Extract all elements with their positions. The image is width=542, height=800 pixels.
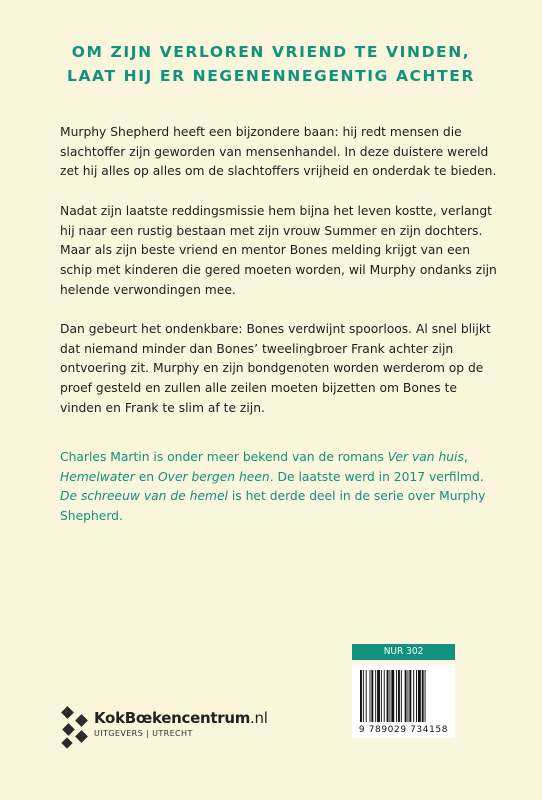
barcode-bar bbox=[416, 670, 417, 722]
barcode-bars bbox=[360, 670, 447, 722]
author-bio bbox=[60, 448, 500, 527]
publisher-logo bbox=[60, 705, 280, 751]
barcode-bar bbox=[375, 670, 376, 722]
author-bio-text: is het derde deel in de serie over Murphy Shepherd. bbox=[60, 489, 486, 524]
blurb-paragraph-2: Nadat zijn laatste reddingsmissie hem bijna het leven kostte, verlangt hij naar een rustig bestaan met zijn vrouw Summer en zijn dochters. Maar als zijn beste vriend en mentor Bones melding krijgt van een schip met kinderen die gered moeten worden, wil Murphy ondanks zijn helende verwondingen mee. bbox=[60, 203, 497, 297]
isbn-number: 9 789029 734158 bbox=[358, 725, 449, 735]
tagline-line-2: LAAT HIJ ER NEGENENNEGENTIG ACHTER bbox=[66, 67, 475, 85]
author-bio-text: . De laatste werd in 2017 verfilmd. bbox=[269, 469, 484, 484]
publisher-name bbox=[94, 709, 268, 727]
tagline-line-1: OM ZIJN VERLOREN VRIEND TE VINDEN, bbox=[71, 43, 471, 61]
book-title: Hemelwater bbox=[60, 469, 135, 484]
barcode-bar bbox=[381, 670, 382, 722]
author-bio-text: , bbox=[463, 450, 468, 464]
barcode-bar bbox=[363, 670, 364, 722]
barcode-bar bbox=[389, 670, 390, 722]
book-title: Ver van huis bbox=[387, 450, 464, 464]
barcode-bar bbox=[409, 670, 411, 722]
barcode-bar bbox=[401, 670, 402, 722]
tagline bbox=[30, 40, 512, 88]
barcode-bar bbox=[377, 670, 380, 722]
barcode-bar bbox=[418, 670, 421, 722]
nur-label: NUR 302 bbox=[352, 644, 455, 660]
blurb-paragraph-1: Murphy Shepherd heeft een bijzondere baan: hij redt mensen die slachtoffer zijn geworden van mensenhandel. In deze duistere wereld zet hij alles op alles om de slachtoffers vrijheid en onderdak te bieden. bbox=[60, 125, 497, 179]
publisher-name-tld: .nl bbox=[250, 709, 268, 727]
barcode-bar bbox=[422, 670, 424, 722]
author-bio-text: Charles Martin is onder meer bekend van de romans bbox=[60, 450, 388, 464]
barcode-bar bbox=[425, 670, 426, 722]
book-title: De schreeuw van de hemel bbox=[60, 489, 228, 504]
barcode-bar bbox=[405, 670, 407, 722]
barcode-bar bbox=[371, 670, 373, 722]
barcode-bar bbox=[360, 670, 362, 722]
barcode-bar bbox=[384, 670, 385, 722]
barcode-bar bbox=[398, 670, 400, 722]
barcode-bar bbox=[391, 670, 394, 722]
publisher-name-main: KokBœkencentrum bbox=[94, 709, 251, 727]
barcode-bar bbox=[396, 670, 397, 722]
barcode-bar bbox=[408, 670, 409, 722]
barcode-bar bbox=[387, 670, 389, 722]
barcode-bar bbox=[413, 670, 414, 722]
book-title: Over bergen heen bbox=[158, 469, 270, 484]
publisher-subtitle: UITGEVERS | UTRECHT bbox=[94, 729, 193, 738]
publisher-mark-icon bbox=[60, 705, 90, 749]
barcode bbox=[352, 664, 455, 738]
blurb bbox=[60, 123, 500, 438]
author-bio-text: en bbox=[134, 469, 158, 484]
barcode-bar bbox=[366, 670, 367, 722]
blurb-paragraph-3: Dan gebeurt het ondenkbare: Bones verdwijnt spoorloos. Al snel blijkt dat niemand minder dan Bones’ tweelingbroer Frank achter zijn ontvoering zit. Murphy en zijn bondgenoten worden werderom op de proef gesteld en zullen alle zeilen moeten bijzetten om Bones te vinden en Frank te slim af te zijn. bbox=[60, 322, 491, 415]
barcode-bar bbox=[370, 670, 371, 722]
